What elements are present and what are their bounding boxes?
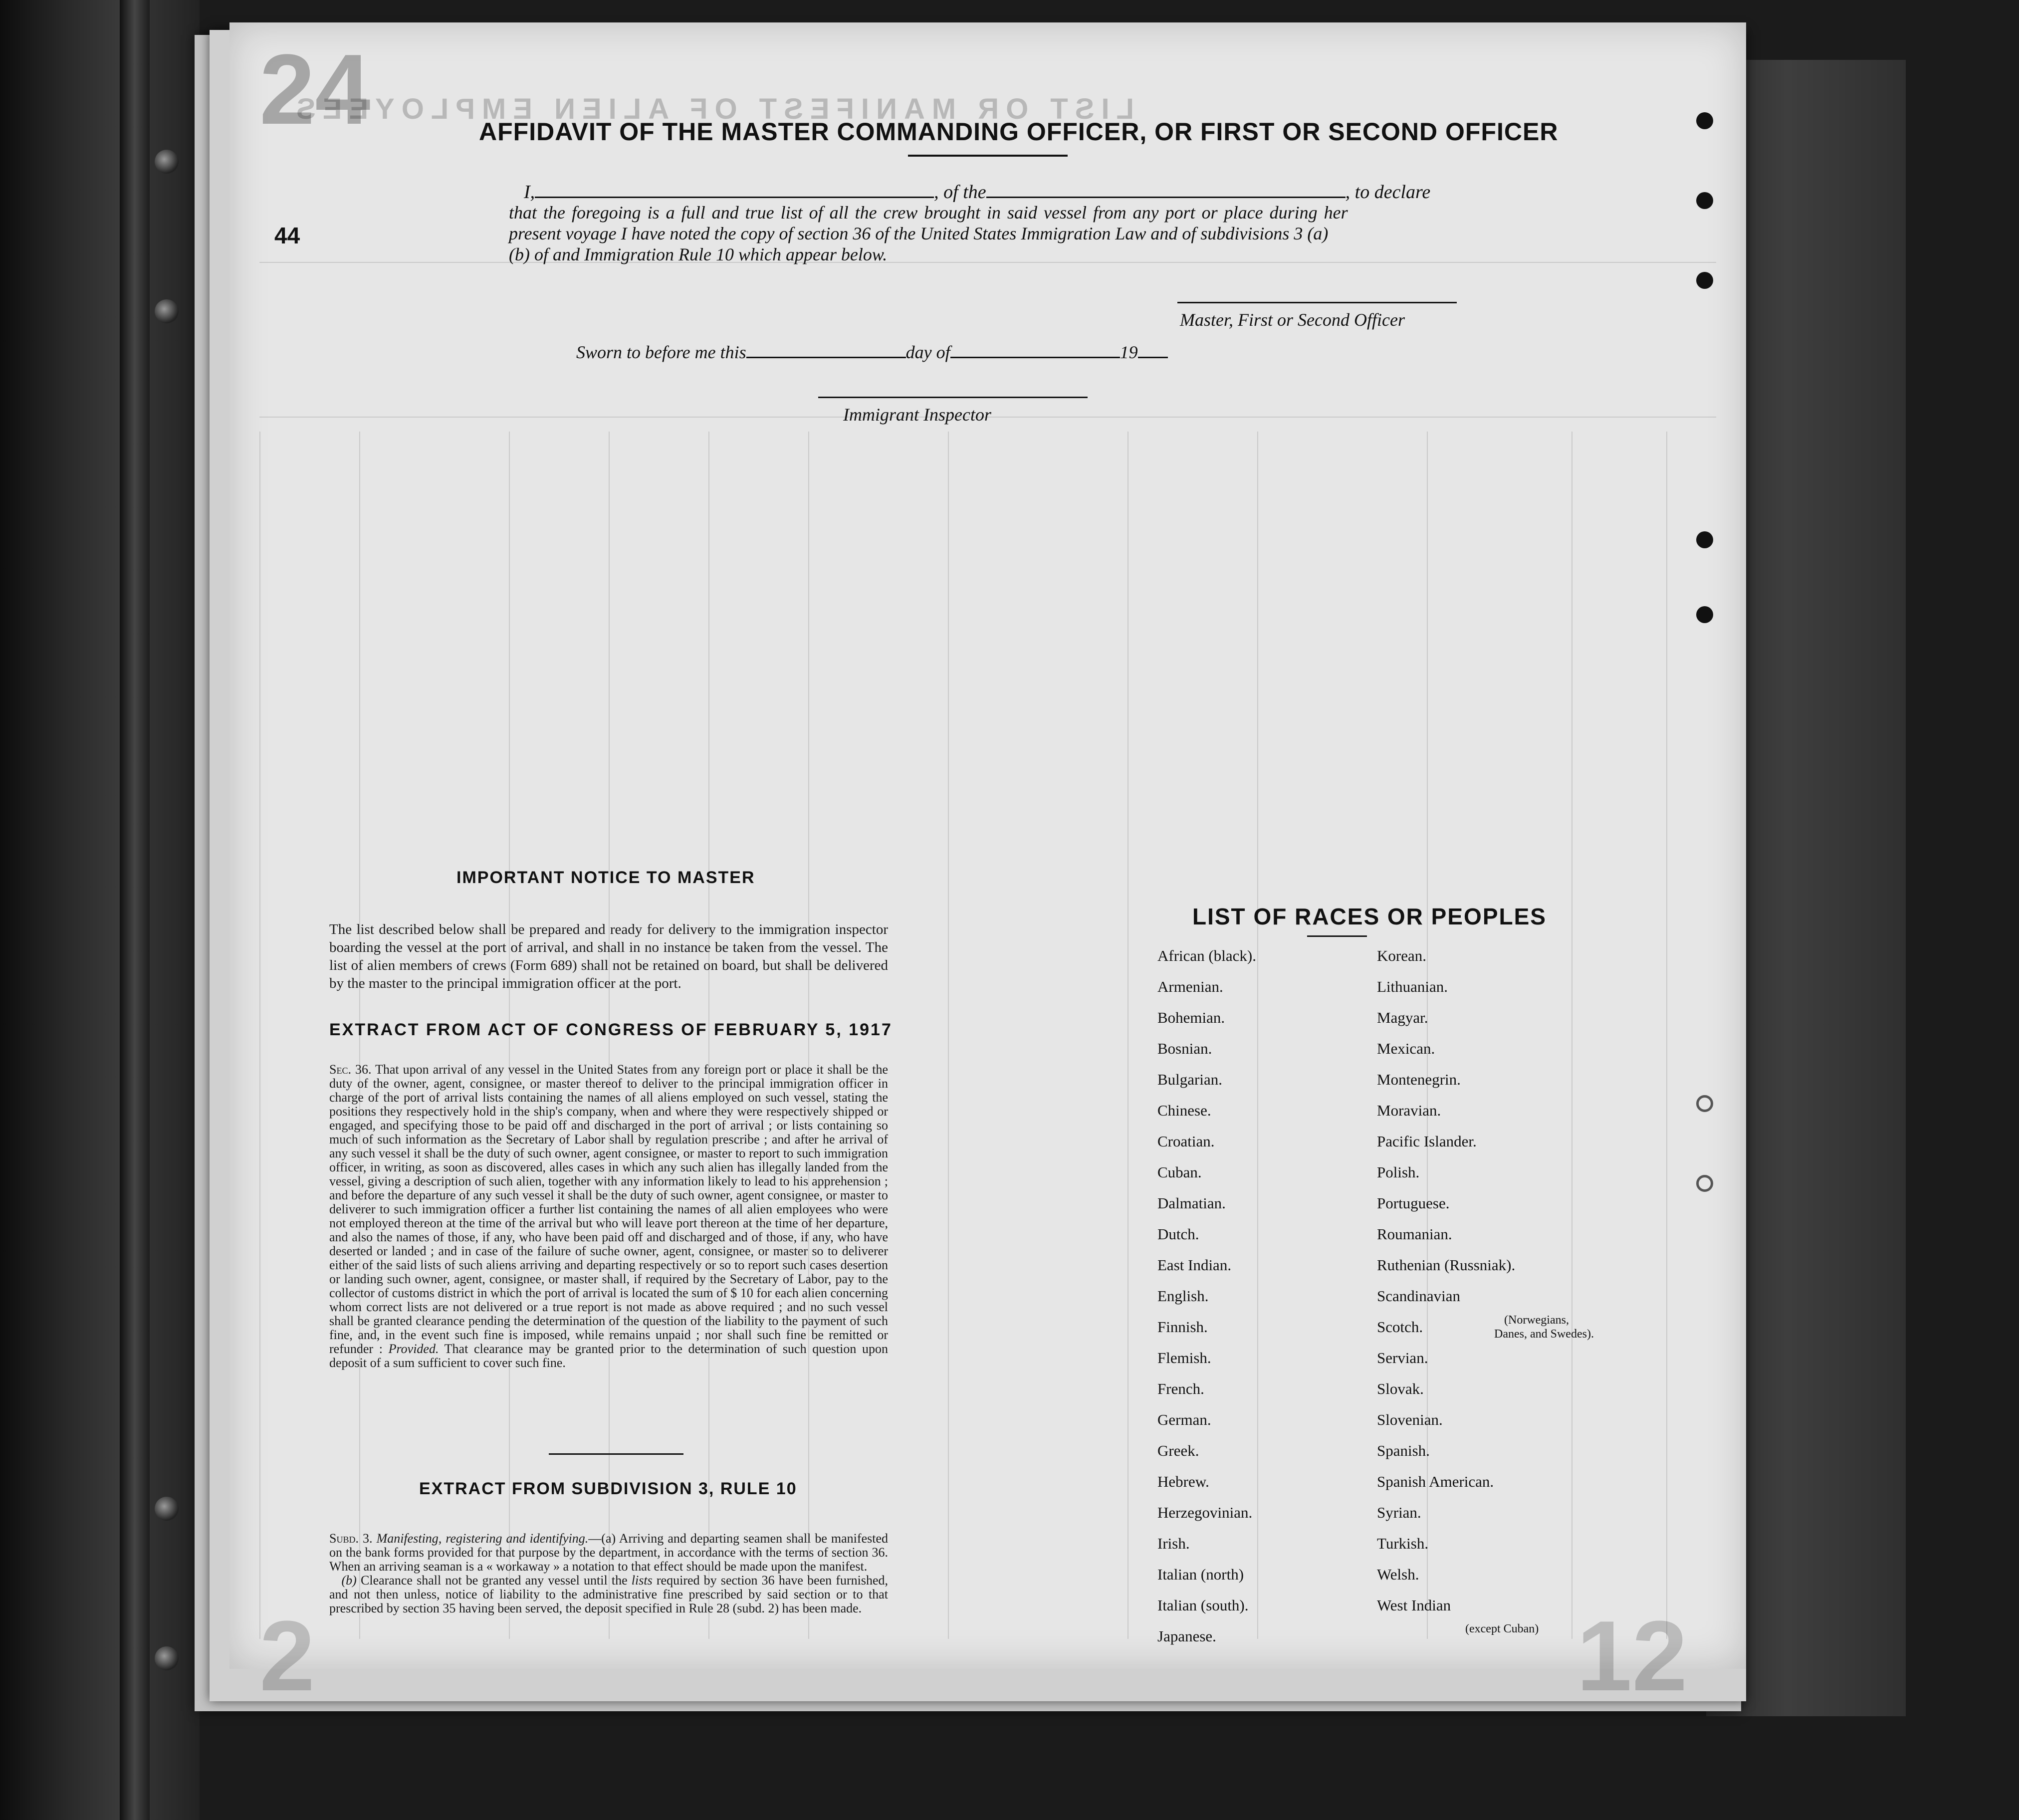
race-item: Finnish.	[1157, 1318, 1208, 1336]
race-item: German.	[1157, 1411, 1211, 1428]
notice-text: The list described below shall be prepared and ready for delivery to the immigration inspector boarding the vessel at the port of arrival, and shall in no instance be taken from the vessel. The list of alien members of crews (Form 689) shall not be retained on board, but shall be delivered by the master to the principal immigration officer at the port.	[329, 921, 888, 991]
hole-punch-icon	[1696, 1175, 1713, 1192]
binder-spine	[120, 0, 150, 1820]
race-item: Greek.	[1157, 1442, 1199, 1459]
affidavit-i-label: I,	[524, 182, 535, 203]
race-item: Moravian.	[1377, 1102, 1441, 1119]
bleed-through-rule	[1257, 432, 1258, 1639]
race-item: Bosnian.	[1157, 1040, 1212, 1057]
race-item: Pacific Islander.	[1377, 1133, 1477, 1150]
bleed-through-rule	[1666, 432, 1667, 1639]
race-item: Dutch.	[1157, 1225, 1199, 1243]
sworn-day-field[interactable]	[746, 357, 906, 358]
affidavit-to-declare-label: , to declare	[1345, 182, 1431, 203]
race-item: Croatian.	[1157, 1133, 1215, 1150]
hole-punch-icon	[1696, 531, 1713, 548]
hole-punch-icon	[1696, 1095, 1713, 1112]
paragraph-b-post: required by section 36 have been furnished, and not then unless, notice of liability to the administrative fine prescribed by said section or to that prescribed by section 35 having been served, the deposit specified in Rule 28 (subd. 2) has been made.	[329, 1573, 889, 1615]
races-column-1	[1157, 940, 1256, 1652]
hole-punch-icon	[1696, 112, 1713, 129]
races-column-2	[1377, 940, 1515, 1621]
race-item: Syrian.	[1377, 1504, 1421, 1521]
sworn-month-field[interactable]	[950, 357, 1120, 358]
bleed-through-header: LIST OR MANIFEST OF ALIEN EMPLOYEES	[289, 93, 1134, 125]
page-number: 44	[274, 223, 300, 248]
west-indian-note: (except Cuban)	[1465, 1622, 1539, 1635]
races-title: LIST OF RACES OR PEOPLES	[1192, 904, 1547, 929]
bleed-through-stamp: 24	[259, 34, 371, 145]
race-item: Ruthenian (Russniak).	[1377, 1256, 1516, 1274]
binder-rings	[150, 0, 190, 1820]
affidavit-line-3: present voyage I have noted the copy of section 36 of the United States Immigration Law and of subdivisions 3 (a)	[509, 224, 1329, 243]
race-item: Montenegrin.	[1377, 1071, 1461, 1088]
paragraph-a: —(a) Arriving and departing seamen shall be manifested on the bank forms provided for that purpose by the department, in accordance with the terms of section 36. When an arriving seaman is a « workaway » a notation to that effect should be made upon the manifest.	[329, 1531, 888, 1574]
paragraph-b-pre: Clearance shall not be granted any vessel until the	[361, 1573, 628, 1588]
race-item: Italian (south).	[1157, 1596, 1249, 1614]
hole-punch-icon	[1696, 272, 1713, 289]
document-page	[229, 22, 1746, 1712]
race-item: Slovak.	[1377, 1380, 1424, 1397]
title-rule	[908, 155, 1068, 157]
notice-title: IMPORTANT NOTICE TO MASTER	[456, 868, 755, 887]
sworn-year-field[interactable]	[1138, 357, 1168, 358]
race-item: Bulgarian.	[1157, 1071, 1222, 1088]
race-item: Scotch.	[1377, 1318, 1423, 1336]
sworn-before-label: Sworn to before me this	[576, 342, 746, 362]
master-name-field[interactable]	[535, 197, 934, 198]
bleed-through-stamp: 12	[1576, 1600, 1688, 1712]
scandinavian-note-2: Danes, and Swedes).	[1494, 1328, 1594, 1341]
race-item: Armenian.	[1157, 978, 1223, 995]
act-extract-text	[329, 1063, 888, 1370]
race-item: Roumanian.	[1377, 1225, 1452, 1243]
affidavit-line-4: (b) of and Immigration Rule 10 which appear below.	[509, 244, 888, 264]
race-item: Magyar.	[1377, 1009, 1428, 1026]
section-text: That upon arrival of any vessel in the United States from any foreign port or place it shall be the duty of the owner, agent, consignee, or master thereof to deliver to the principal immigration officer in charge of the port of arrival lists containing the names of all aliens employed on such vessel, stating the positions they respectively hold in the ship's company, when and where they were respectively shipped or engaged, and specifying those to be paid off and discharged in the port of arrival ; or lists containing so much of such information as the Secretary of Labor shall by regulation prescribe ; and after he arrival of any such vessel it shall be the duty of such owner, agent consignee, or master to report to such immigration officer, in writing, as soon as discovered, alles cases in which any such alien has illegally landed from the vessel, giving a description of such alien, together with any information likely to lead to his apprehension ; and before the departure of any such vessel it shall be the duty of such owner, agent consignee, or master to deliverer to such immigration officer a further list containing the names of all alien employees who were not employed thereon at the time of the arrival but who will leave port thereon at the time of her departure, and also the names of those, if any, who have been paid off and discharged and of those, if any, who have deserted or landed ; and in case of the failure of suche owner, agent, consignee, or master so to deliverer either of the said lists of such aliens arriving and departing respectively or so to report such cases desertion or landing such owner, agent, consignee, or master shall, if required by the Secretary of Labor, pay to the collector of customs district in which the port of arrival is located the sum of $ 10 for each alien concerning whom correct lists are not delivered or a true report is not made as above required ; and no such vessel shall be granted clearance pending the determination of the question of the liability to the payment of such fine, and, in the event such fine is imposed, while remains unpaid ; nor shall such fine be remitted or refunder :	[329, 1062, 889, 1356]
race-item: Cuban.	[1157, 1163, 1202, 1181]
race-item: Welsh.	[1377, 1566, 1419, 1583]
race-item: Japanese.	[1157, 1627, 1216, 1645]
race-item: Turkish.	[1377, 1535, 1429, 1552]
inspector-label: Immigrant Inspector	[843, 405, 991, 425]
provided-label: Provided.	[388, 1342, 439, 1356]
bleed-through-rule	[1571, 432, 1572, 1639]
race-item: Herzegovinian.	[1157, 1504, 1253, 1521]
affidavit-line-1	[524, 181, 1430, 203]
races-title-rule	[1307, 935, 1367, 937]
bleed-through-rule	[1127, 432, 1128, 1639]
signer-label: Master, First or Second Officer	[1180, 310, 1405, 330]
race-item: Polish.	[1377, 1163, 1420, 1181]
hole-punch-icon	[1696, 192, 1713, 209]
subdivision-heading: Manifesting, registering and identifying.	[376, 1531, 589, 1546]
race-item: Mexican.	[1377, 1040, 1435, 1057]
race-item: English.	[1157, 1287, 1209, 1305]
race-item: Scandinavian	[1377, 1287, 1461, 1305]
hole-punch-icon	[1696, 606, 1713, 623]
sworn-line	[576, 342, 1168, 363]
signature-line[interactable]	[1177, 302, 1457, 303]
inspector-signature-line[interactable]	[818, 397, 1088, 398]
bleed-through-stamp: 2	[259, 1600, 315, 1712]
race-item: Korean.	[1377, 947, 1426, 964]
day-of-label: day of	[905, 342, 950, 362]
vessel-name-field[interactable]	[986, 197, 1346, 198]
race-item: Irish.	[1157, 1535, 1190, 1552]
bleed-through-rule	[259, 432, 260, 1639]
affidavit-line-2: that the foregoing is a full and true list of all the crew brought in said vessel from any port or place during her	[509, 203, 1348, 223]
binder-ring-icon	[155, 150, 179, 174]
section-divider	[549, 1453, 683, 1455]
act-extract-title: EXTRACT FROM ACT OF CONGRESS OF FEBRUARY 5, 1917	[329, 1020, 893, 1039]
affidavit-of-the-label: , of the	[934, 182, 986, 203]
paragraph-b-lists: lists	[631, 1573, 653, 1588]
race-item: Flemish.	[1157, 1349, 1211, 1366]
race-item: Dalmatian.	[1157, 1194, 1226, 1212]
race-item: Bohemian.	[1157, 1009, 1225, 1026]
race-item: East Indian.	[1157, 1256, 1232, 1274]
section-text-end: That clearance may be granted prior to the determination of such question upon deposit of a sum sufficient to cover such fine.	[329, 1342, 889, 1370]
race-item: Portuguese.	[1377, 1194, 1450, 1212]
race-item: French.	[1157, 1380, 1204, 1397]
rule-extract-text	[329, 1532, 888, 1615]
scandinavian-note-1: (Norwegians,	[1504, 1314, 1569, 1327]
race-item: West Indian	[1377, 1596, 1451, 1614]
race-item: Hebrew.	[1157, 1473, 1209, 1490]
year-prefix: 19	[1120, 342, 1138, 362]
paragraph-b-label: (b)	[341, 1573, 357, 1588]
race-item: Servian.	[1377, 1349, 1428, 1366]
race-item: Lithuanian.	[1377, 978, 1448, 995]
binder-ring-icon	[155, 1497, 179, 1521]
race-item: Slovenian.	[1377, 1411, 1443, 1428]
race-item: Spanish American.	[1377, 1473, 1494, 1490]
bleed-through-rule	[259, 262, 1716, 263]
section-label: Sec. 36.	[329, 1062, 372, 1077]
rule-extract-title: EXTRACT FROM SUBDIVISION 3, RULE 10	[419, 1479, 797, 1498]
race-item: Spanish.	[1377, 1442, 1430, 1459]
subdivision-label: Subd. 3.	[329, 1531, 373, 1546]
binder-ring-icon	[155, 1646, 179, 1670]
scandinavian-note	[1494, 1314, 1594, 1342]
bleed-through-rule	[948, 432, 949, 1639]
affidavit-title: AFFIDAVIT OF THE MASTER COMMANDING OFFICER, OR FIRST OR SECOND OFFICER	[479, 118, 1559, 146]
race-item: Italian (north)	[1157, 1566, 1244, 1583]
binder-ring-icon	[155, 299, 179, 323]
race-item: Chinese.	[1157, 1102, 1211, 1119]
race-item: African (black).	[1157, 947, 1256, 964]
